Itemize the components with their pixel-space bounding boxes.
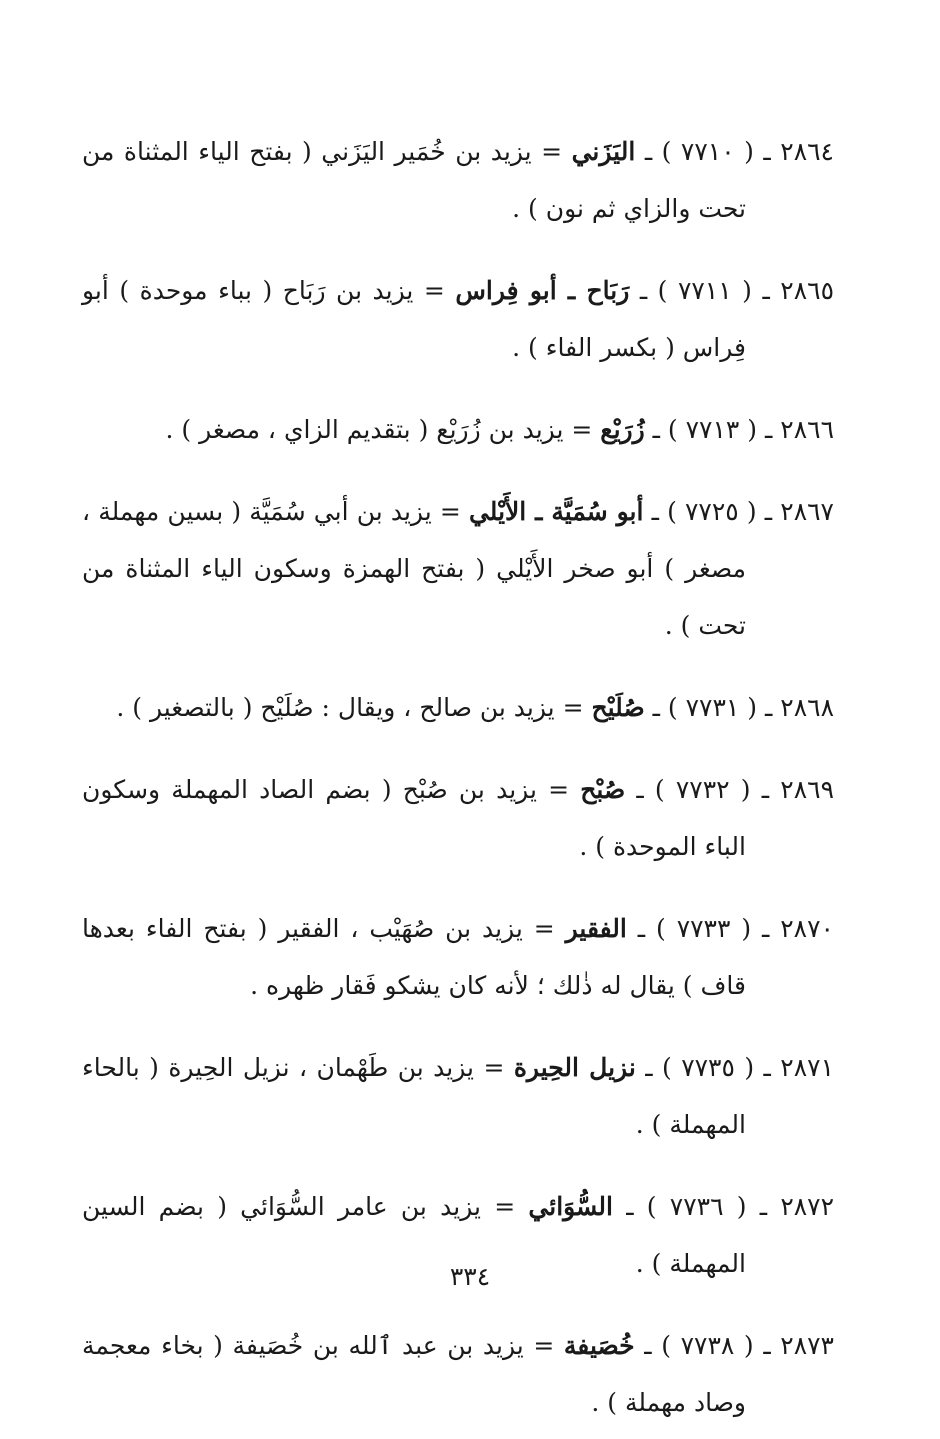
entry-separator: ـ <box>644 1331 652 1360</box>
entry-number: ٢٨٧٣ <box>780 1331 834 1360</box>
entry-reference: ( ٧٧١١ ) <box>657 276 752 305</box>
entry-text: يزيد بن عبد ٱلله بن خُصَيفة ( بخاء معجمة وصاد مهملة ) . <box>82 1331 746 1417</box>
equals-sign: = <box>494 1192 516 1221</box>
entry-reference: ( ٧٧١٠ ) <box>661 137 754 166</box>
equals-sign: = <box>439 497 461 526</box>
entry-2865 <box>82 262 834 376</box>
entry-reference: ( ٧٧٣٣ ) <box>656 914 752 943</box>
entry-text: يزيد بن خُمَير اليَزَني ( بفتح الياء المثناة من تحت والزاي ثم نون ) . <box>82 137 746 223</box>
entry-2868 <box>82 679 834 736</box>
entry-separator: ـ <box>765 693 773 722</box>
entry-number: ٢٨٦٨ <box>780 693 834 722</box>
entry-text: يزيد بن طَهْمان ، نزيل الحِيرة ( بالحاء المهملة ) . <box>82 1053 746 1139</box>
entry-name: أبو سُمَيَّة ـ الأَيْلي <box>468 497 644 526</box>
entry-separator: ـ <box>644 137 653 166</box>
entry-separator: ـ <box>652 415 660 444</box>
entry-name: زُرَيْع <box>600 415 645 444</box>
equals-sign: = <box>548 775 570 804</box>
entry-text: يزيد بن رَبَاح ( بباء موحدة ) أبو فِراس ( بكسر الفاء ) . <box>82 276 746 362</box>
entry-name: رَبَاح ـ أبو فِراس <box>455 276 630 305</box>
entry-2871 <box>82 1039 834 1153</box>
entry-separator: ـ <box>639 276 648 305</box>
equals-sign: = <box>541 137 563 166</box>
equals-sign: = <box>562 693 584 722</box>
entry-text: يزيد بن صُبْح ( بضم الصاد المهملة وسكون الباء الموحدة ) . <box>82 775 746 861</box>
equals-sign: = <box>423 276 445 305</box>
entries-list <box>82 98 834 1439</box>
entry-reference: ( ٧٧٣٨ ) <box>661 1331 754 1360</box>
entry-2873 <box>82 1317 834 1431</box>
entry-2870 <box>82 900 834 1014</box>
entry-2867 <box>82 483 834 654</box>
entry-separator: ـ <box>761 775 770 804</box>
entry-text: يزيد بن صُهَيْب ، الفقير ( بفتح الفاء بعدها قاف ) يقال له ذٰلك ؛ لأنه كان يشكو فَقار ظهره . <box>82 914 746 1000</box>
entry-number: ٢٨٧٠ <box>780 914 834 943</box>
entry-reference: ( ٧٧٣٦ ) <box>646 1192 747 1221</box>
page-number: ٣٣٤ <box>449 1262 491 1291</box>
entry-reference: ( ٧٧٣١ ) <box>667 693 758 722</box>
equals-sign: = <box>533 914 555 943</box>
entry-name: صُبْح <box>580 775 626 804</box>
entry-separator: ـ <box>763 1053 771 1082</box>
entry-separator: ـ <box>651 497 659 526</box>
entry-reference: ( ٧٧١٣ ) <box>667 415 758 444</box>
equals-sign: = <box>483 1053 505 1082</box>
entry-text: يزيد بن صالح ، ويقال : صُلَيْح ( بالتصغير ) . <box>116 693 555 722</box>
entry-name: صُلَيْح <box>591 693 645 722</box>
entry-name: الفقير <box>565 914 627 943</box>
entry-number: ٢٨٦٩ <box>780 775 834 804</box>
entry-separator: ـ <box>763 137 771 166</box>
entry-name: نزيل الحِيرة <box>513 1053 636 1082</box>
equals-sign: = <box>571 415 593 444</box>
entry-text: يزيد بن أبي سُمَيَّة ( بسين مهملة ، مصغر ) أبو صخر الأَيْلي ( بفتح الهمزة وسكون الياء المثناة من تحت ) . <box>82 497 746 640</box>
entry-name: اليَزَني <box>571 137 636 166</box>
entry-number: ٢٨٦٤ <box>780 137 834 166</box>
entry-separator: ـ <box>765 415 773 444</box>
entry-separator: ـ <box>759 1192 768 1221</box>
entry-separator: ـ <box>652 693 660 722</box>
entry-name: خُصَيفة <box>563 1331 635 1360</box>
entry-separator: ـ <box>762 276 770 305</box>
entry-reference: ( ٧٧٣٢ ) <box>654 775 751 804</box>
entry-number: ٢٨٧٢ <box>780 1192 835 1221</box>
entry-number: ٢٨٧١ <box>780 1053 835 1082</box>
entry-separator: ـ <box>636 775 644 804</box>
equals-sign: = <box>533 1331 555 1360</box>
entry-separator: ـ <box>626 1192 634 1221</box>
entry-separator: ـ <box>762 914 770 943</box>
entry-number: ٢٨٦٦ <box>780 415 834 444</box>
entry-2866 <box>82 401 834 458</box>
entry-name: السُّوَائي <box>528 1192 613 1221</box>
entry-reference: ( ٧٧٣٥ ) <box>662 1053 755 1082</box>
entry-number: ٢٨٦٥ <box>780 276 834 305</box>
entry-separator: ـ <box>763 1331 771 1360</box>
entry-separator: ـ <box>637 914 646 943</box>
entry-text: يزيد بن زُرَيْع ( بتقديم الزاي ، مصغر ) . <box>165 415 564 444</box>
entry-number: ٢٨٦٧ <box>780 497 834 526</box>
entry-2864 <box>82 123 834 237</box>
entry-text: يزيد بن عامر السُّوَائي ( بضم السين المهملة ) . <box>82 1192 746 1278</box>
entry-reference: ( ٧٧٢٥ ) <box>667 497 757 526</box>
entry-separator: ـ <box>645 1053 653 1082</box>
entry-separator: ـ <box>764 497 773 526</box>
entry-2869 <box>82 761 834 875</box>
